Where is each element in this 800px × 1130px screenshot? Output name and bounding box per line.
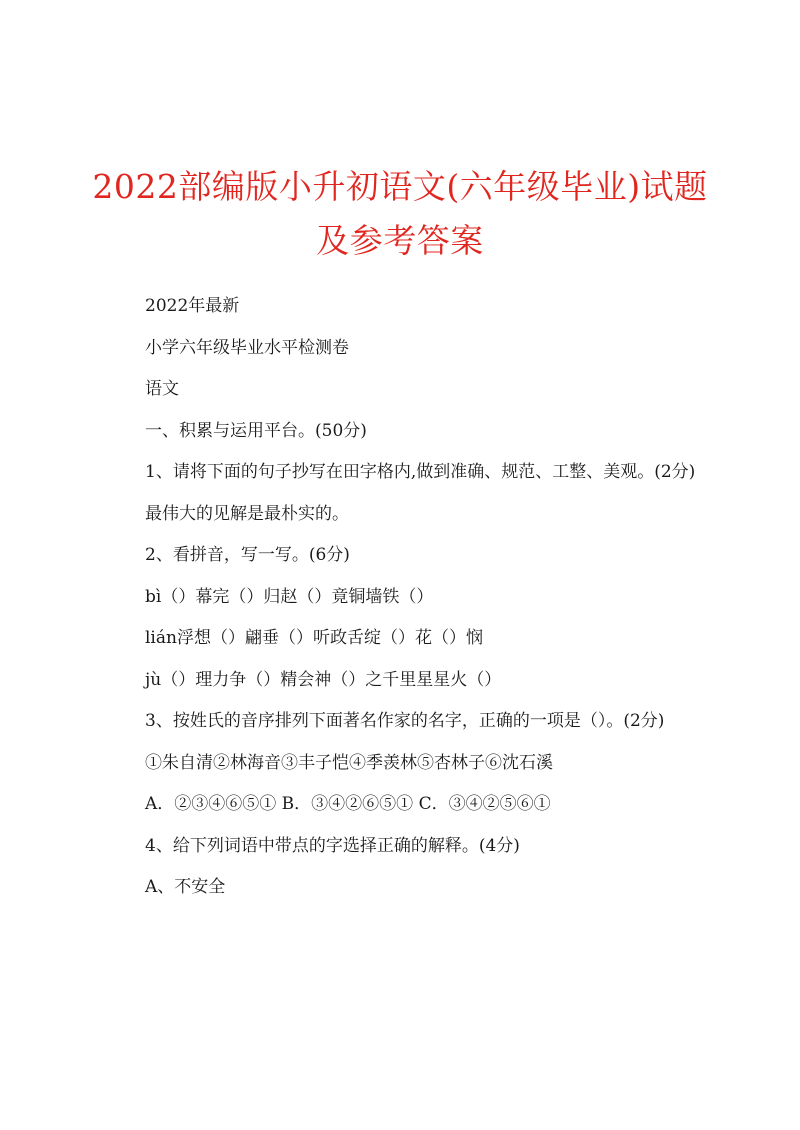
section-heading: 一、积累与运用平台。(50分) [145,420,367,441]
pinyin-line: bì（）幕完（）归赵（）竟铜墙铁（） [145,586,434,607]
question: 2、看拼音，写一写。(6分) [145,545,350,565]
document-title: 2022部编版小升初语文(六年级毕业)试题及参考答案 [92,167,708,260]
paragraph: 语文 [145,379,179,399]
question: 3、按姓氏的音序排列下面著名作家的名字，正确的一项是（）。(2分) [145,711,665,731]
question: 1、请将下面的句子抄写在田字格内,做到准确、规范、工整、美观。(2分) [145,462,696,482]
question: 4、给下列词语中带点的字选择正确的解释。(4分) [145,835,520,856]
document-body [107,286,707,909]
paragraph: 小学六年级毕业水平检测卷 [145,337,349,358]
answer-options: A．②③④⑥⑤① B．③④②⑥⑤① C．③④②⑤⑥① [145,794,551,814]
pinyin-line: jù（）理力争（）精会神（）之千里星星火（） [145,669,502,690]
paragraph: ①朱自清②林海音③丰子恺④季羡林⑤杏林子⑥沈石溪 [145,752,553,773]
paragraph: A、不安全 [145,877,226,897]
paragraph: 最伟大的见解是最朴实的。 [145,503,349,524]
pinyin-line: lián浮想（）翩垂（）听政舌绽（）花（）悯 [145,628,483,648]
paragraph: 2022年最新 [145,296,240,316]
